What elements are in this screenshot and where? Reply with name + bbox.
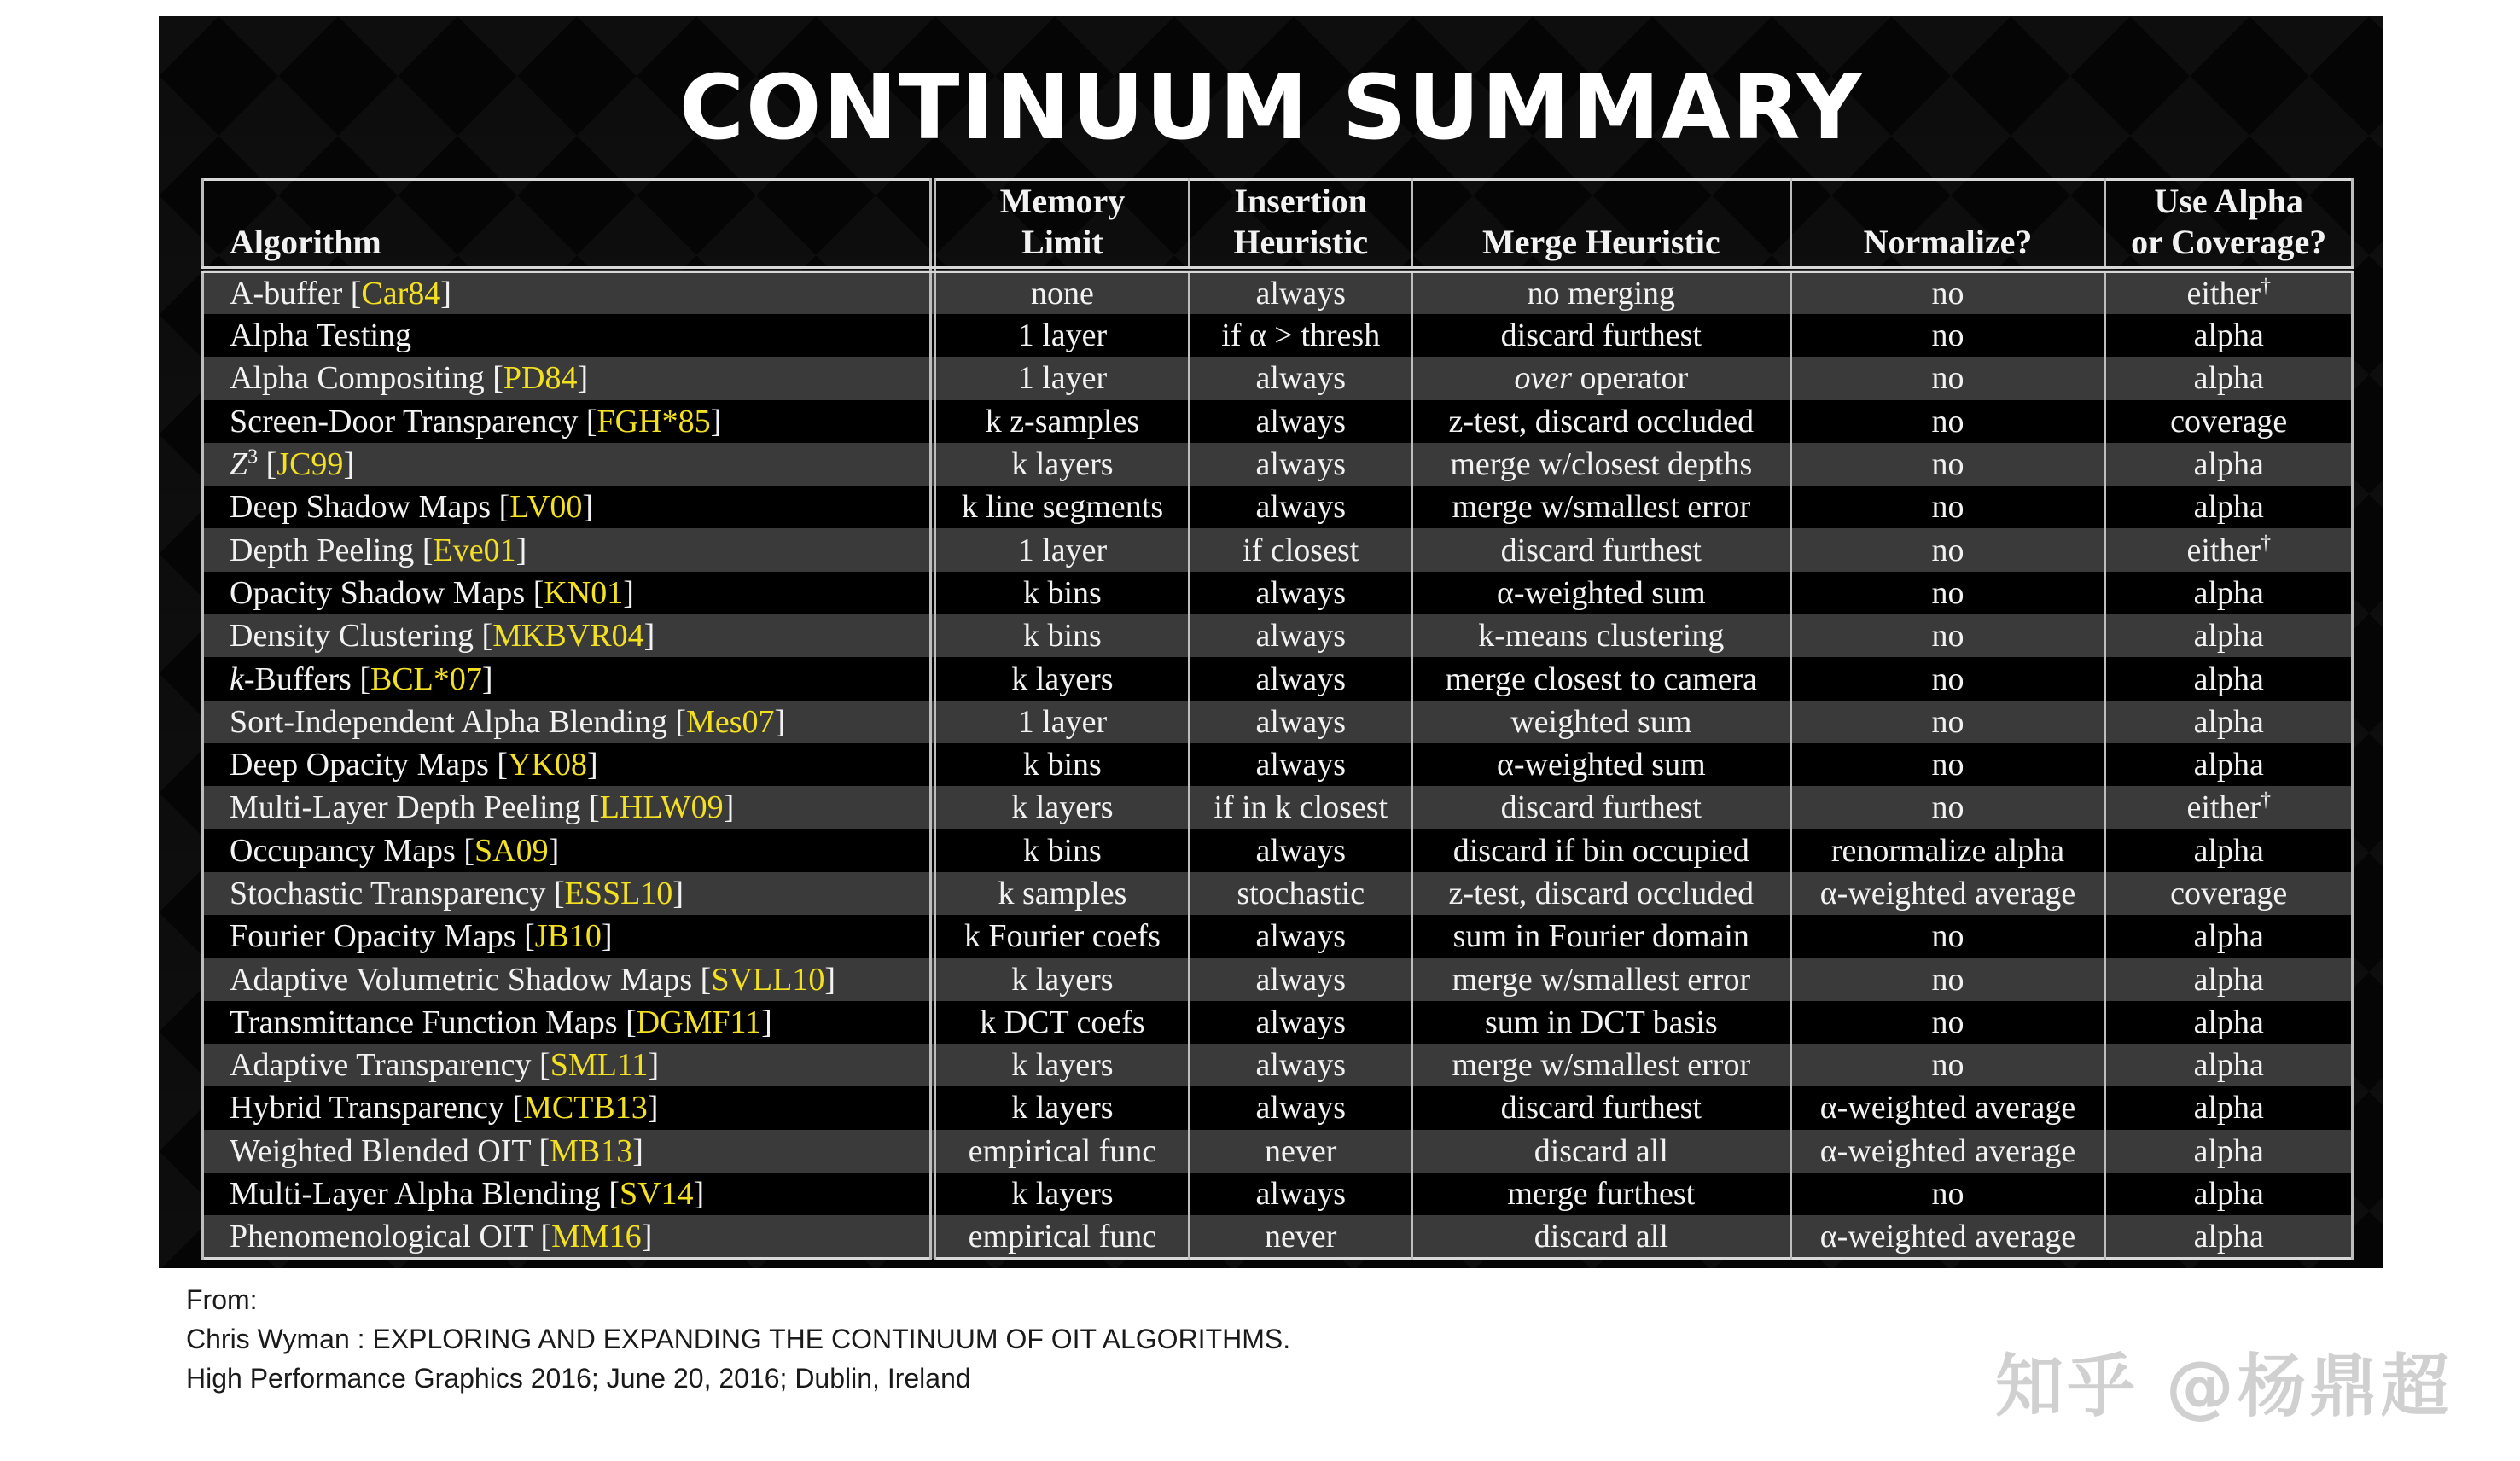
citation-link[interactable]: LHLW09 [599,789,724,826]
algorithm-cell: Multi-Layer Alpha Blending [SV14] [203,1173,934,1215]
alpha-coverage-cell [2105,314,2353,357]
slide [159,16,2383,1268]
insertion-heuristic-cell: always [1190,915,1412,958]
citation-link[interactable]: PD84 [503,360,578,397]
table-row [203,1130,2353,1173]
memory-limit-cell: k Fourier coefs [933,915,1189,958]
normalize-cell: no [1790,528,2105,571]
algorithm-cell: k-Buffers [BCL*07] [203,657,934,700]
caption-line-from: From: [186,1284,258,1315]
citation-link[interactable]: LV00 [509,489,583,526]
alpha-coverage-cell [2105,1130,2353,1173]
normalize-cell: no [1790,443,2105,486]
caption-line-venue: High Performance Graphics 2016; June 20, 2016; Dublin, Ireland [186,1363,971,1394]
merge-heuristic-cell: merge furthest [1412,1173,1790,1215]
alpha-coverage-cell [2105,829,2353,872]
algorithm-name: Adaptive Volumetric Shadow Maps [230,961,693,998]
algorithm-name: Sort-Independent Alpha Blending [230,703,667,740]
algorithm-name: Alpha Testing [230,317,412,354]
algorithm-cell: Deep Shadow Maps [LV00] [203,486,934,528]
alpha-coverage-cell [2105,743,2353,786]
table-row [203,1173,2353,1215]
insertion-heuristic-cell: always [1190,1173,1412,1215]
merge-heuristic-cell: discard furthest [1412,786,1790,829]
insertion-heuristic-cell: always [1190,614,1412,657]
algorithm-name: Occupancy Maps [230,832,456,869]
memory-limit-cell: empirical func [933,1215,1189,1258]
alpha-coverage-value: either [2186,276,2261,311]
source-caption [186,1280,1722,1398]
dagger-footnote-mark: † [2260,531,2271,554]
algorithm-cell: Opacity Shadow Maps [KN01] [203,572,934,614]
algorithm-name: Deep Opacity Maps [230,747,489,783]
alpha-coverage-cell [2105,958,2353,1000]
alpha-coverage-cell [2105,657,2353,700]
table-row [203,915,2353,958]
citation-link[interactable]: KN01 [544,574,624,611]
algorithm-name: Stochastic Transparency [230,876,546,911]
table-body [203,270,2353,1259]
normalize-cell: α-weighted average [1790,872,2105,915]
alpha-coverage-cell [2105,915,2353,958]
citation-link[interactable]: SA09 [474,832,549,869]
alpha-coverage-value: alpha [2193,747,2264,783]
citation-link[interactable]: SML11 [550,1047,649,1084]
memory-limit-cell: k layers [933,443,1189,486]
memory-limit-cell: k line segments [933,486,1189,528]
normalize-cell: no [1790,915,2105,958]
algorithm-cell: Sort-Independent Alpha Blending [Mes07] [203,701,934,743]
alpha-coverage-cell [2105,872,2353,915]
insertion-heuristic-cell: never [1190,1215,1412,1258]
citation-link[interactable]: JB10 [534,918,602,955]
algorithm-name: Screen-Door Transparency [230,403,579,439]
merge-heuristic-cell: merge w/closest depths [1412,443,1790,486]
memory-limit-cell: k layers [933,1044,1189,1086]
table-header [203,180,2353,271]
algorithm-name: Opacity Shadow Maps [230,574,526,611]
alpha-coverage-cell [2105,572,2353,614]
alpha-coverage-value: alpha [2193,574,2264,611]
alpha-coverage-cell [2105,614,2353,657]
normalize-cell: no [1790,1001,2105,1044]
header-memory-limit [933,180,1189,271]
citation-link[interactable]: SV14 [619,1176,694,1213]
algorithm-name: Weighted Blended OIT [230,1132,531,1169]
memory-limit-cell: k layers [933,958,1189,1000]
table-row [203,572,2353,614]
merge-heuristic-cell: discard furthest [1412,1086,1790,1129]
alpha-coverage-value: alpha [2193,703,2264,740]
alpha-coverage-cell [2105,443,2353,486]
table-row [203,314,2353,357]
insertion-heuristic-cell: always [1190,400,1412,443]
table-row [203,1044,2353,1086]
table-row [203,1215,2353,1258]
insertion-heuristic-cell: always [1190,1086,1412,1129]
table-row [203,829,2353,872]
memory-limit-cell: 1 layer [933,314,1189,357]
table-row [203,357,2353,399]
algorithm-name: Multi-Layer Alpha Blending [230,1176,601,1213]
alpha-coverage-value: alpha [2193,1090,2264,1126]
alpha-coverage-value: alpha [2193,961,2264,998]
alpha-coverage-value: alpha [2193,360,2264,397]
citation-link[interactable]: MB13 [550,1132,633,1169]
algorithm-name: Multi-Layer Depth Peeling [230,789,581,826]
normalize-cell: no [1790,486,2105,528]
alpha-coverage-value: either [2186,789,2261,826]
algorithm-name: A-buffer [230,276,343,311]
table-row [203,743,2353,786]
merge-heuristic-cell: over operator [1412,357,1790,399]
insertion-heuristic-cell: always [1190,443,1412,486]
insertion-heuristic-cell: stochastic [1190,872,1412,915]
citation-link[interactable]: ESSL10 [564,876,673,911]
header-insertion-line1: Insertion [1234,182,1368,220]
citation-link[interactable]: MCTB13 [523,1090,648,1126]
citation-link[interactable]: Eve01 [433,532,516,568]
normalize-cell: no [1790,270,2105,314]
alpha-coverage-cell [2105,486,2353,528]
table-row [203,1086,2353,1129]
alpha-coverage-value: alpha [2193,1176,2264,1213]
algorithm-cell: $Z^3$ [JC99] [203,443,934,486]
citation-link[interactable]: Car84 [361,276,441,311]
citation-link[interactable]: FGH*85 [597,403,711,439]
alpha-coverage-value: alpha [2193,446,2264,483]
insertion-heuristic-cell: always [1190,1044,1412,1086]
memory-limit-cell: k z-samples [933,400,1189,443]
memory-limit-cell: k DCT coefs [933,1001,1189,1044]
alpha-coverage-cell [2105,1001,2353,1044]
insertion-heuristic-cell: always [1190,657,1412,700]
merge-heuristic-cell: merge closest to camera [1412,657,1790,700]
insertion-heuristic-cell: if in k closest [1190,786,1412,829]
alpha-coverage-cell [2105,1044,2353,1086]
dagger-footnote-mark: † [2260,789,2271,812]
algorithm-cell: Phenomenological OIT [MM16] [203,1215,934,1258]
merge-heuristic-cell: discard furthest [1412,314,1790,357]
header-row [203,180,2353,271]
memory-limit-cell: k bins [933,614,1189,657]
algorithm-cell: Transmittance Function Maps [DGMF11] [203,1001,934,1044]
alpha-coverage-value: alpha [2193,1047,2264,1084]
alpha-coverage-value: alpha [2193,1004,2264,1040]
alpha-coverage-cell [2105,400,2353,443]
insertion-heuristic-cell: always [1190,701,1412,743]
alpha-coverage-value: alpha [2193,618,2264,655]
insertion-heuristic-cell: always [1190,572,1412,614]
algorithm-cell: Alpha Compositing [PD84] [203,357,934,399]
algorithm-cell: Adaptive Transparency [SML11] [203,1044,934,1086]
normalize-cell: no [1790,958,2105,1000]
memory-limit-cell: k samples [933,872,1189,915]
memory-limit-cell: 1 layer [933,701,1189,743]
algorithm-cell: Weighted Blended OIT [MB13] [203,1130,934,1173]
table-row [203,270,2353,314]
normalize-cell: no [1790,701,2105,743]
alpha-coverage-value: alpha [2193,918,2264,955]
algorithm-cell: Fourier Opacity Maps [JB10] [203,915,934,958]
algorithm-name: k-Buffers [230,661,352,697]
alpha-coverage-cell [2105,1215,2353,1258]
memory-limit-cell: k bins [933,572,1189,614]
algorithm-name: Adaptive Transparency [230,1047,532,1084]
merge-heuristic-cell: merge w/smallest error [1412,486,1790,528]
algorithm-cell [203,314,934,357]
algorithm-name: Depth Peeling [230,532,415,568]
table-row [203,486,2353,528]
algorithm-name: Deep Shadow Maps [230,489,492,526]
insertion-heuristic-cell: always [1190,958,1412,1000]
alpha-coverage-value: alpha [2193,832,2264,869]
memory-limit-cell: 1 layer [933,357,1189,399]
caption-line-author: Chris Wyman : EXPLORING AND EXPANDING THE CONTINUUM OF OIT ALGORITHMS. [186,1324,1291,1354]
insertion-heuristic-cell: if α > thresh [1190,314,1412,357]
table-row [203,657,2353,700]
slide-title: CONTINUUM SUMMARY [678,55,1864,160]
normalize-cell: renormalize alpha [1790,829,2105,872]
oit-algorithms-table [201,178,2354,1260]
alpha-coverage-value: alpha [2193,317,2264,354]
header-normalize: Normalize? [1790,180,2105,271]
alpha-coverage-cell [2105,357,2353,399]
citation-link[interactable]: MKBVR04 [492,618,644,655]
normalize-cell: no [1790,1173,2105,1215]
table-row [203,614,2353,657]
header-merge-heuristic: Merge Heuristic [1412,180,1790,271]
alpha-coverage-cell [2105,1173,2353,1215]
normalize-cell: no [1790,572,2105,614]
memory-limit-cell: k layers [933,657,1189,700]
citation-link[interactable]: BCL*07 [370,661,482,697]
normalize-cell: α-weighted average [1790,1215,2105,1258]
alpha-coverage-value: alpha [2193,1132,2264,1169]
memory-limit-cell: k bins [933,829,1189,872]
algorithm-cell: Multi-Layer Depth Peeling [LHLW09] [203,786,934,829]
citation-link[interactable]: Mes07 [686,703,775,740]
header-insertion-line2: Heuristic [1233,223,1369,261]
citation-link[interactable]: JC99 [276,446,344,483]
merge-heuristic-cell: α-weighted sum [1412,743,1790,786]
algorithm-cell: Deep Opacity Maps [YK08] [203,743,934,786]
citation-link[interactable]: SVLL10 [711,961,825,998]
algorithm-name: Transmittance Function Maps [230,1004,618,1040]
table-row [203,528,2353,571]
merge-heuristic-cell: discard if bin occupied [1412,829,1790,872]
header-alpha-coverage [2105,180,2353,271]
algorithm-name: Density Clustering [230,618,474,655]
algorithm-name: Phenomenological OIT [230,1218,533,1254]
normalize-cell: no [1790,314,2105,357]
insertion-heuristic-cell: always [1190,357,1412,399]
algorithm-name: Fourier Opacity Maps [230,918,516,955]
memory-limit-cell: k layers [933,786,1189,829]
merge-heuristic-cell: sum in DCT basis [1412,1001,1790,1044]
algorithm-cell: Stochastic Transparency [ESSL10] [203,872,934,915]
memory-limit-cell: k layers [933,1173,1189,1215]
header-alpha-line2: or Coverage? [2131,223,2327,261]
alpha-coverage-value: coverage [2170,876,2288,911]
alpha-coverage-cell [2105,701,2353,743]
alpha-coverage-value: coverage [2170,403,2288,439]
alpha-coverage-cell [2105,528,2353,571]
table-row [203,1001,2353,1044]
algorithm-name: Alpha Compositing [230,360,485,397]
algorithm-cell: Hybrid Transparency [MCTB13] [203,1086,934,1129]
dagger-footnote-mark: † [2260,275,2271,298]
table-row [203,958,2353,1000]
memory-limit-cell: k bins [933,743,1189,786]
zhihu-watermark: 知乎 @杨鼎超 [1995,1347,2453,1426]
merge-heuristic-cell: discard furthest [1412,528,1790,571]
normalize-cell: no [1790,743,2105,786]
algorithm-name: $Z^3$ [230,445,259,483]
algorithm-cell: Occupancy Maps [SA09] [203,829,934,872]
normalize-cell: α-weighted average [1790,1130,2105,1173]
merge-heuristic-cell: weighted sum [1412,701,1790,743]
normalize-cell: no [1790,657,2105,700]
alpha-coverage-value: alpha [2193,489,2264,526]
algorithm-cell: Adaptive Volumetric Shadow Maps [SVLL10] [203,958,934,1000]
algorithm-cell: Depth Peeling [Eve01] [203,528,934,571]
normalize-cell: no [1790,786,2105,829]
citation-link[interactable]: DGMF11 [636,1004,762,1040]
merge-heuristic-cell: no merging [1412,270,1790,314]
alpha-coverage-cell [2105,270,2353,314]
insertion-heuristic-cell: always [1190,1001,1412,1044]
normalize-cell: no [1790,357,2105,399]
alpha-coverage-value: either [2186,532,2261,568]
merge-heuristic-cell: k-means clustering [1412,614,1790,657]
insertion-heuristic-cell: always [1190,829,1412,872]
insertion-heuristic-cell: always [1190,486,1412,528]
alpha-coverage-cell [2105,1086,2353,1129]
header-memory-line1: Memory [999,182,1126,220]
table-row [203,701,2353,743]
normalize-cell: no [1790,400,2105,443]
alpha-coverage-cell [2105,786,2353,829]
algorithm-name: Hybrid Transparency [230,1090,504,1126]
citation-link[interactable]: MM16 [551,1218,642,1254]
merge-heuristic-cell: z-test, discard occluded [1412,872,1790,915]
algorithm-cell: Screen-Door Transparency [FGH*85] [203,400,934,443]
insertion-heuristic-cell: always [1190,270,1412,314]
merge-heuristic-cell: merge w/smallest error [1412,958,1790,1000]
table-row [203,786,2353,829]
normalize-cell: no [1790,1044,2105,1086]
merge-heuristic-cell: z-test, discard occluded [1412,400,1790,443]
algorithm-cell: Density Clustering [MKBVR04] [203,614,934,657]
table-row [203,872,2353,915]
merge-heuristic-cell: sum in Fourier domain [1412,915,1790,958]
header-alpha-line1: Use Alpha [2154,182,2303,220]
merge-heuristic-cell: merge w/smallest error [1412,1044,1790,1086]
memory-limit-cell: k layers [933,1086,1189,1129]
alpha-coverage-value: alpha [2193,1218,2264,1254]
merge-heuristic-cell: discard all [1412,1130,1790,1173]
table-row [203,400,2353,443]
insertion-heuristic-cell: if closest [1190,528,1412,571]
normalize-cell: no [1790,614,2105,657]
citation-link[interactable]: YK08 [508,747,587,783]
header-algorithm: Algorithm [203,180,934,271]
over-keyword: over [1514,360,1573,397]
header-memory-line2: Limit [1021,223,1103,261]
table-row [203,443,2353,486]
alpha-coverage-value: alpha [2193,661,2264,697]
algorithm-cell: A-buffer [Car84] [203,270,934,314]
normalize-cell: α-weighted average [1790,1086,2105,1129]
insertion-heuristic-cell: always [1190,743,1412,786]
header-insertion-heuristic [1190,180,1412,271]
memory-limit-cell: empirical func [933,1130,1189,1173]
merge-heuristic-cell: α-weighted sum [1412,572,1790,614]
memory-limit-cell: 1 layer [933,528,1189,571]
merge-heuristic-cell: discard all [1412,1215,1790,1258]
memory-limit-cell: none [933,270,1189,314]
insertion-heuristic-cell: never [1190,1130,1412,1173]
